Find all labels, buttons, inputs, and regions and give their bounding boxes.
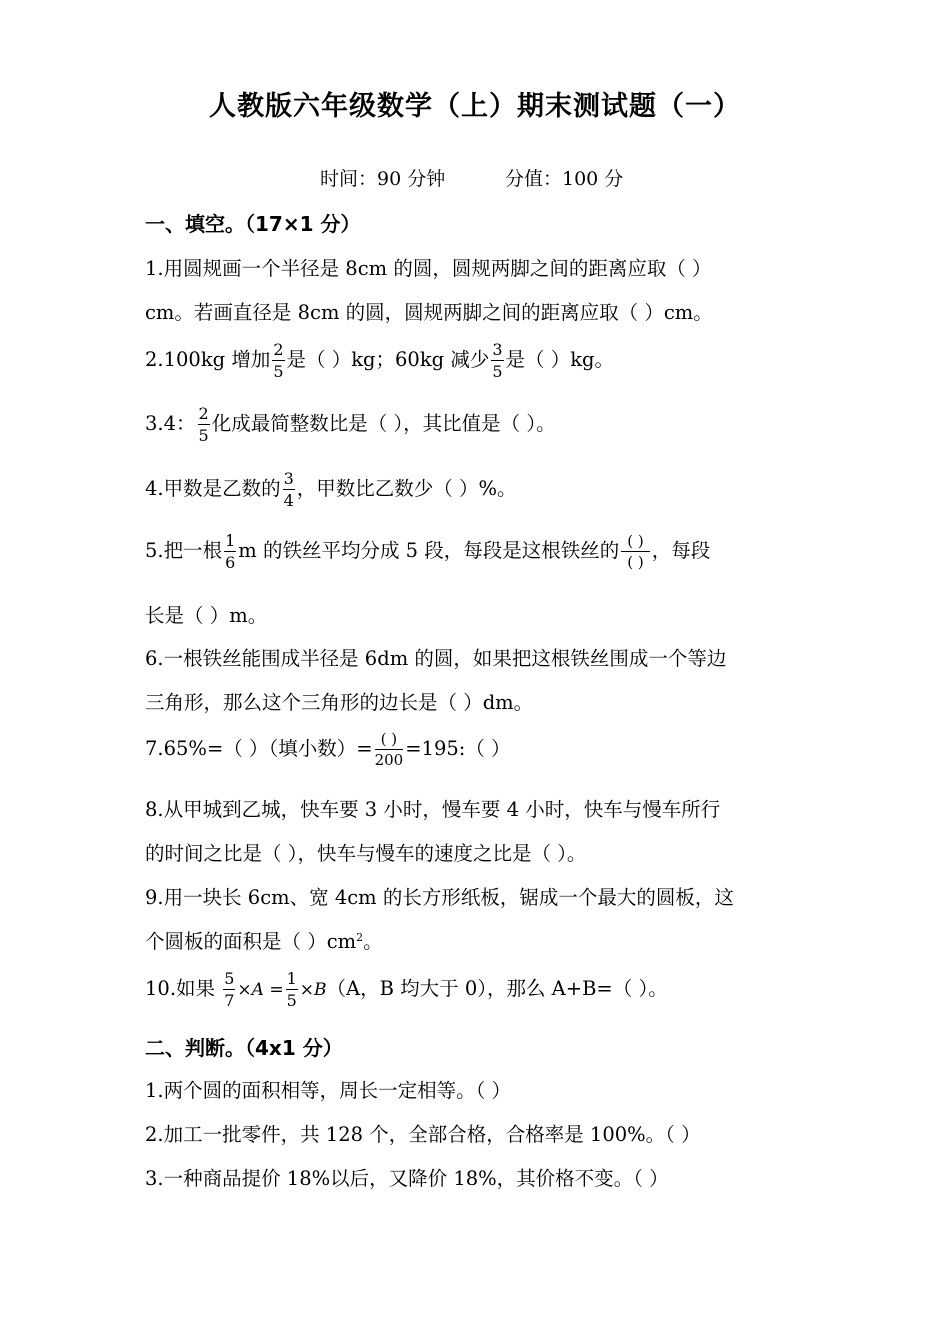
equation-part-2: ×B [299,980,327,1000]
fraction-denominator-blank: ( ) [627,552,644,571]
fraction-blank-over-200 [374,729,404,769]
fraction-numerator: 2 [198,403,209,423]
question-2-text-a: 2.100kg 增加 [145,348,271,371]
page-title: 人教版六年级数学（上）期末测试题（一） [209,91,741,122]
fraction-three-fifths [491,339,503,381]
fraction-two-fifths [272,339,284,381]
question-5-line-2: 长是（ ）m。 [145,604,268,627]
question-2 [145,337,614,383]
question-5-text-a: 5.把一根 [145,539,223,562]
question-9-line-1: 9.用一块长 6cm、宽 4cm 的长方形纸板，锯成一个最大的圆板，这 [145,886,734,909]
question-5-line-1 [145,528,710,574]
fraction-denominator: 200 [374,750,404,769]
judge-item-2: 2.加工一批零件，共 128 个，全部合格，合格率是 100%。（ ） [145,1123,701,1146]
fraction-denominator: 5 [286,990,297,1010]
question-4-text-a: 4.甲数是乙数的 [145,477,281,500]
fraction-denominator: 4 [283,490,294,510]
section-judgement-heading: 二、判断。（4x1 分） [145,1036,343,1060]
question-2-text-b: 是（ ）kg；60kg 减少 [286,348,490,371]
fraction-denominator: 6 [225,552,236,572]
equation-part-1: ×A = [237,980,284,1000]
blank-fraction [621,531,649,571]
question-3 [145,401,556,447]
fraction-one-fifth [286,968,298,1010]
fraction-one-sixth [224,530,236,572]
section-fill-blank-heading: 一、填空。（17×1 分） [145,212,361,236]
question-10 [145,966,668,1013]
question-4-text-b: ，甲数比乙数少（ ）%。 [296,477,517,500]
fraction-numerator: 2 [273,339,284,359]
question-5-text-c: ，每段 [651,539,711,562]
question-7-text-a: 7.65%=（ ）（填小数）= [145,737,373,760]
fraction-numerator: 3 [283,468,294,488]
question-9-line-2 [145,926,383,954]
question-2-text-c: 是（ ）kg。 [505,348,615,371]
question-5-text-b: m 的铁丝平均分成 5 段，每段是这根铁丝的 [238,539,620,562]
fraction-two-fifths [198,403,210,445]
fraction-denominator: 7 [224,990,235,1010]
question-6-line-1: 6.一根铁丝能围成半径是 6dm 的圆，如果把这根铁丝围成一个等边 [145,647,727,670]
question-4 [145,466,517,512]
fraction-numerator-blank: ( ) [375,732,404,750]
question-9-period: 。 [363,930,383,953]
fraction-numerator: 3 [492,339,503,359]
fraction-denominator: 5 [198,425,209,445]
fraction-three-quarters [283,468,295,510]
question-6-line-2: 三角形，那么这个三角形的边长是（ ）dm。 [145,691,534,714]
question-7-text-b: =195:（ ） [405,737,511,760]
fraction-numerator: 1 [286,968,297,988]
question-10-text-b: （A，B 均大于 0），那么 A+B=（ ）。 [326,977,668,1000]
judge-item-3: 3.一种商品提价 18%以后，又降价 18%，其价格不变。（ ） [145,1167,669,1190]
question-9-text: 个圆板的面积是（ ）cm [145,930,357,953]
question-1-line-2: cm。若画直径是 8cm 的圆，圆规两脚之间的距离应取（ ）cm。 [145,301,713,324]
judge-item-1: 1.两个圆的面积相等，周长一定相等。（ ） [145,1079,512,1102]
fraction-numerator: 5 [224,968,235,988]
question-10-text-a: 10.如果 [145,977,216,1000]
question-8-line-2: 的时间之比是（ ），快车与慢车的速度之比是（ ）。 [145,842,587,865]
fraction-five-sevenths [223,968,235,1010]
fraction-numerator: 1 [225,530,236,550]
fraction-numerator-blank: ( ) [621,534,649,552]
fraction-denominator: 5 [273,361,284,381]
question-3-text-a: 3.4： [145,412,196,435]
question-7 [145,726,511,772]
exam-score: 分值：100 分 [505,168,624,190]
question-3-text-b: 化成最简整数比是（ ），其比值是（ ）。 [211,412,556,435]
question-1-line-1: 1.用圆规画一个半径是 8cm 的圆，圆规两脚之间的距离应取（ ） [145,257,712,280]
question-8-line-1: 8.从甲城到乙城，快车要 3 小时，慢车要 4 小时，快车与慢车所行 [145,798,721,821]
superscript-squared: 2 [356,931,364,944]
exam-time: 时间：90 分钟 [320,168,446,190]
fraction-denominator: 5 [492,361,503,381]
